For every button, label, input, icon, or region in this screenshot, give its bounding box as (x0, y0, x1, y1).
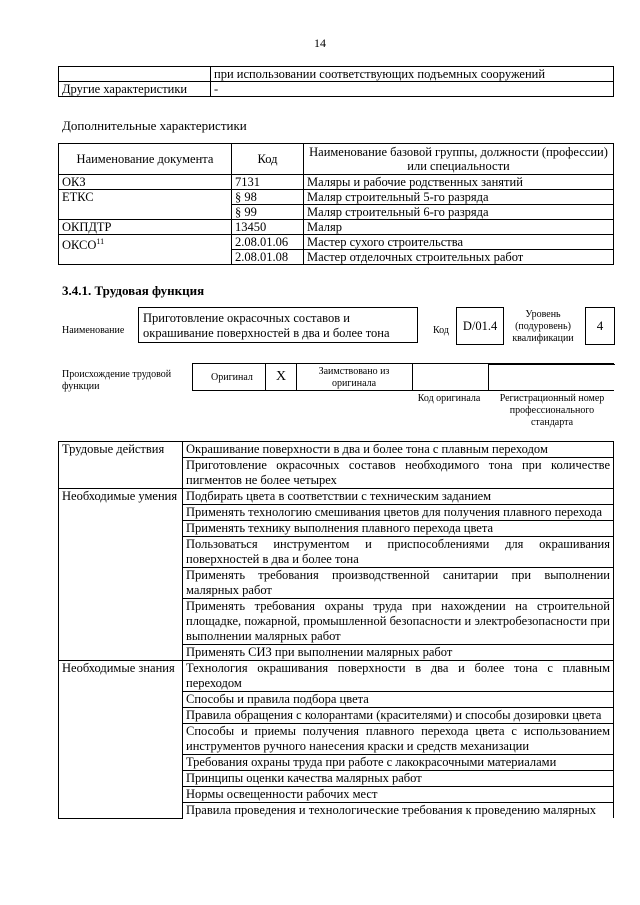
skill-item: Подбирать цвета в соответствии с техническим заданием (183, 489, 614, 505)
name-cell: Мастер отделочных строительных работ (304, 250, 614, 265)
additional-characteristics-table (58, 143, 614, 265)
function-details-table (58, 441, 614, 819)
original-mark: X (265, 364, 297, 390)
additional-characteristics-title: Дополнительные характеристики (62, 118, 247, 133)
knowledge-item: Правила проведения и технологические требования к проведению малярных (183, 803, 614, 819)
code-original-label: Код оригинала (417, 393, 481, 404)
table-row (59, 489, 614, 505)
table-row (59, 220, 614, 235)
borrowed-label: Заимствовано из оригинала (318, 366, 390, 389)
name-cell: Маляр строительный 5-го разряда (304, 190, 614, 205)
doc-cell: ОКПДТР (59, 220, 232, 235)
doc-cell (59, 235, 232, 265)
table-row (59, 175, 614, 190)
skill-item: Пользоваться инструментом и приспособлениями для окрашивания поверхностей в два и более тона (183, 537, 614, 568)
code-label: Код (433, 325, 449, 336)
skill-item: Применять требования охраны труда при нахождении на строительной площадке, пожарной, промышленной безопасности и электробезопасности при выполнении малярных работ (183, 599, 614, 645)
footnote-ref: 11 (96, 237, 105, 246)
origin-row (192, 363, 614, 391)
function-name-box: Приготовление окрасочных составов и окрашивание поверхностей в два и более тона (138, 307, 418, 343)
actions-label: Трудовые действия (59, 442, 183, 489)
skill-item: Применять СИЗ при выполнении малярных работ (183, 645, 614, 661)
other-characteristics-label: Другие характеристики (59, 82, 211, 97)
characteristic-value: при использовании соответствующих подъемных сооружений (211, 67, 614, 82)
name-label: Наименование (62, 325, 125, 336)
knowledge-item: Принципы оценки качества малярных работ (183, 771, 614, 787)
action-item: Приготовление окрасочных составов необходимого тона при количестве пигментов не более четырех (183, 458, 614, 489)
other-characteristics-table (58, 66, 614, 97)
name-cell: Мастер сухого строительства (304, 235, 614, 250)
code-cell: § 98 (232, 190, 304, 205)
code-cell: 13450 (232, 220, 304, 235)
skill-item: Применять технологию смешивания цветов для получения плавного перехода (183, 505, 614, 521)
knowledge-label: Необходимые знания (59, 661, 183, 819)
table-row (59, 235, 614, 250)
skills-label: Необходимые умения (59, 489, 183, 661)
knowledge-item: Требования охраны труда при работе с лакокрасочными материалами (183, 755, 614, 771)
origin-label: Происхождение трудовой функции (62, 369, 172, 392)
table-row (59, 442, 614, 458)
level-label: Уровень (подуровень) квалификации (512, 309, 574, 344)
page-number: 14 (314, 36, 326, 50)
labor-function-title: 3.4.1. Трудовая функция (62, 283, 205, 298)
header-doc: Наименование документа (59, 144, 232, 175)
name-cell: Маляры и рабочие родственных занятий (304, 175, 614, 190)
empty-cell (59, 67, 211, 82)
doc-cell: ОКЗ (59, 175, 232, 190)
code-cell: 2.08.01.08 (232, 250, 304, 265)
skill-item: Применять технику выполнения плавного перехода цвета (183, 521, 614, 537)
other-characteristics-value: - (211, 82, 614, 97)
action-item: Окрашивание поверхности в два и более тона с плавным переходом (183, 442, 614, 458)
code-cell: § 99 (232, 205, 304, 220)
knowledge-item: Правила обращения с колорантами (красителями) и способы дозировки цвета (183, 708, 614, 724)
knowledge-item: Способы и правила подбора цвета (183, 692, 614, 708)
skill-item: Применять требования производственной санитарии при выполнении малярных работ (183, 568, 614, 599)
knowledge-item: Технология окрашивания поверхности в два и более тона с плавным переходом (183, 661, 614, 692)
table-row (59, 661, 614, 692)
code-cell: 7131 (232, 175, 304, 190)
code-cell: 2.08.01.06 (232, 235, 304, 250)
code-original-box (412, 364, 489, 390)
name-cell: Маляр строительный 6-го разряда (304, 205, 614, 220)
reg-number-label: Регистрационный номер профессионального стандарта (499, 393, 605, 428)
doc-cell: ЕТКС (59, 190, 232, 220)
knowledge-item: Нормы освещенности рабочих мест (183, 787, 614, 803)
name-cell: Маляр (304, 220, 614, 235)
doc-name: ОКСО (62, 238, 97, 253)
knowledge-item: Способы и приемы получения плавного перехода цвета с использованием инструментов ручного нанесения краски и средств механизации (183, 724, 614, 755)
table-row (59, 190, 614, 205)
header-name: Наименование базовой группы, должности (профессии) или специальности (304, 144, 614, 175)
reg-number-box (488, 364, 615, 391)
original-label: Оригинал (211, 372, 253, 383)
function-code-box: D/01.4 (456, 307, 504, 345)
level-box: 4 (585, 307, 615, 345)
header-code: Код (232, 144, 304, 175)
